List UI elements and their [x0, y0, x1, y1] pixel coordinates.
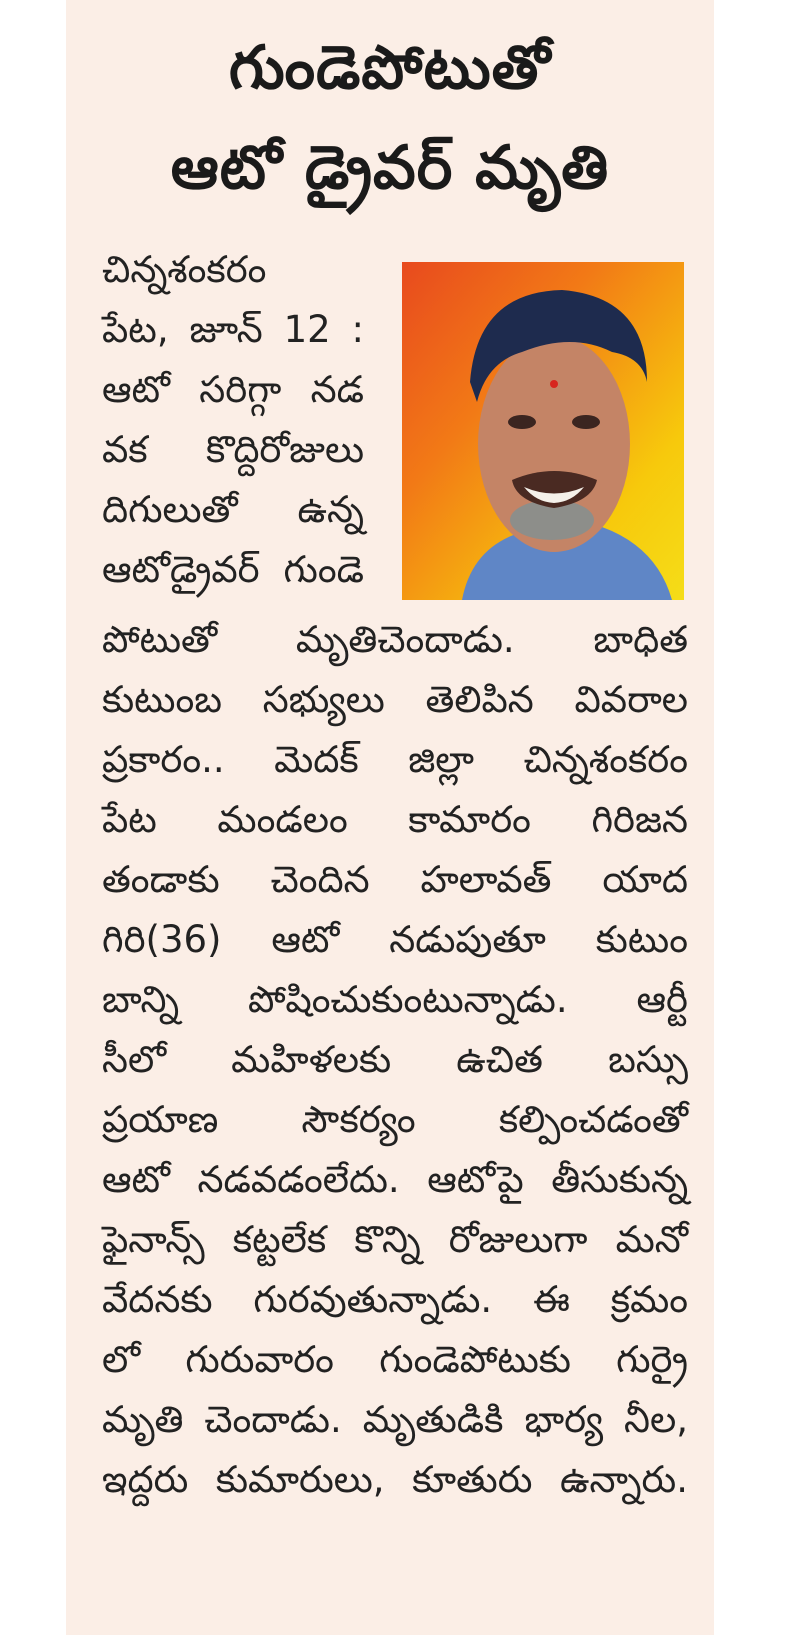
body-line: తండాకు చెందిన హలావత్ యాద: [102, 858, 688, 901]
headline-line-2: ఆటో డ్రైవర్ మృతి: [170, 133, 610, 203]
body-line: బాన్ని పోషించుకుంటున్నాడు. ఆర్టీ: [102, 978, 688, 1021]
body-line: గిరి(36) ఆటో నడుపుతూ కుటుం: [102, 918, 688, 961]
body-line: ఫైనాన్స్ కట్టలేక కొన్ని రోజులుగా మనో: [102, 1218, 688, 1261]
body-line: కుటుంబ సభ్యులు తెలిపిన వివరాల: [102, 678, 688, 721]
body-line: వక కొద్దిరోజులు: [102, 428, 364, 471]
body-line: పేట, జూన్ 12 :: [102, 308, 364, 351]
driver-photo: [402, 262, 684, 600]
body-line: దిగులుతో ఉన్న: [102, 488, 364, 531]
body-line: వేదనకు గురవుతున్నాడు. ఈ క్రమం: [102, 1278, 688, 1321]
body-line: ప్రకారం.. మెదక్ జిల్లా చిన్నశంకరం: [102, 738, 688, 781]
body-line: పేట మండలం కామారం గిరిజన: [102, 798, 688, 841]
body-line: ఇద్దరు కుమారులు, కూతురు ఉన్నారు.: [102, 1458, 688, 1501]
headline-line-1: గుండెపోటుతో: [228, 33, 552, 103]
body-line: లో గురువారం గుండెపోటుకు గుర్రై: [102, 1338, 688, 1381]
body-line: ఆటోడ్రైవర్ గుండె: [102, 548, 364, 591]
body-line: పోటుతో మృతిచెందాడు. బాధిత: [102, 618, 688, 661]
body-line: ఆటో సరిగ్గా నడ: [102, 368, 364, 411]
body-line: మృతి చెందాడు. మృతుడికి భార్య నీల,: [102, 1398, 688, 1441]
news-clipping: [66, 0, 714, 1635]
body-line: చిన్నశంకరం: [102, 248, 267, 291]
body-line: ప్రయాణ సౌకర్యం కల్పించడంతో: [102, 1098, 688, 1141]
body-line: సీలో మహిళలకు ఉచిత బస్సు: [102, 1038, 688, 1081]
body-line: ఆటో నడవడంలేదు. ఆటోపై తీసుకున్న: [102, 1158, 688, 1201]
